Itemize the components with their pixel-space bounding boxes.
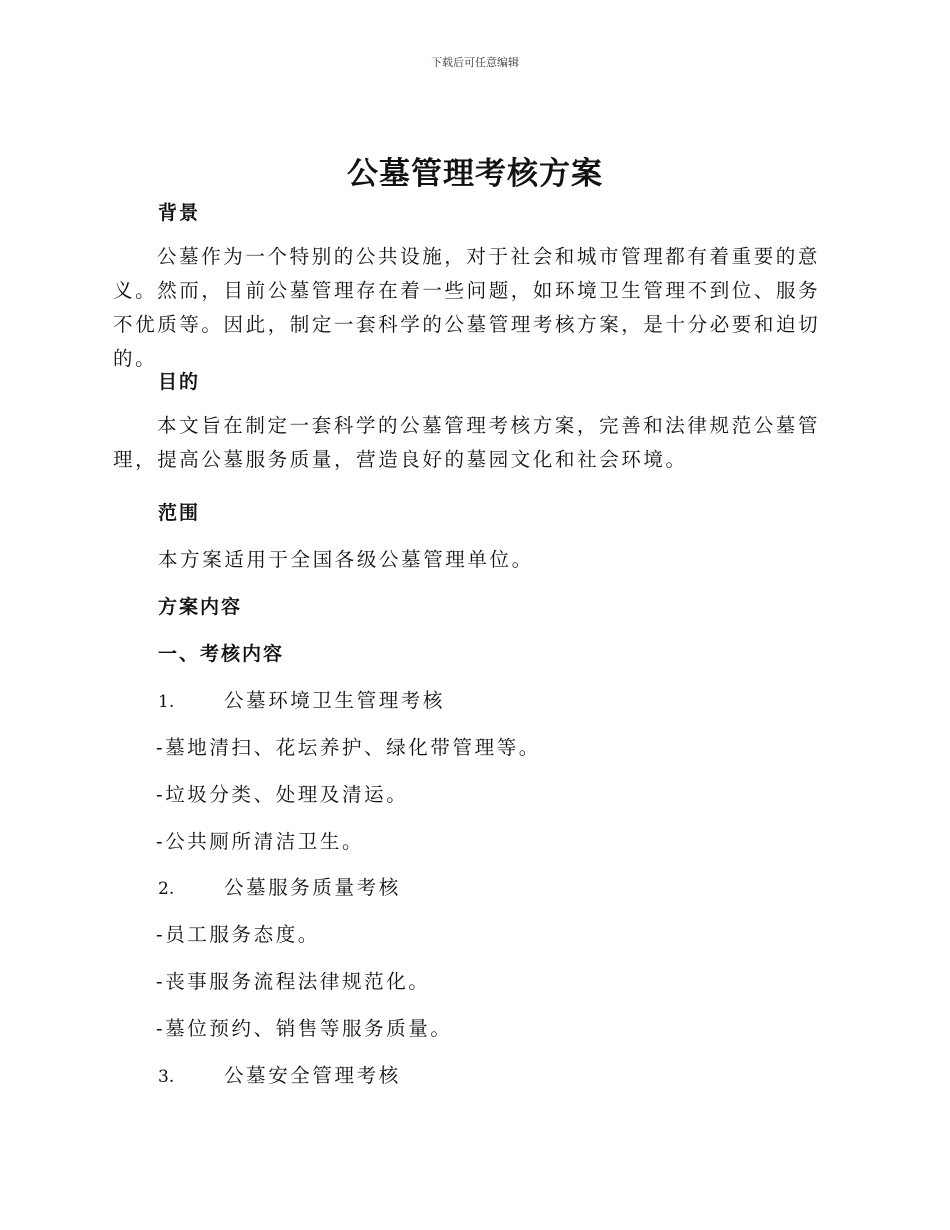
section-heading-scope: 范围 <box>158 502 201 524</box>
list-item: -墓地清扫、花坛养护、绿化带管理等。 <box>156 736 541 759</box>
background-paragraph: 公墓作为一个特别的公共设施，对于社会和城市管理都有着重要的意义。然而，目前公墓管理存在着一些问题，如环境卫生管理不到位、服务不优质等。因此，制定一套科学的公墓管理考核方案，是十分必要和迫切的。 <box>113 245 821 370</box>
item-title: 公墓服务质量考核 <box>224 876 401 899</box>
list-item-numbered <box>158 872 401 900</box>
purpose-paragraph: 本文旨在制定一套科学的公墓管理考核方案，完善和法律规范公墓管理，提高公墓服务质量，营造良好的墓园文化和社会环境。 <box>113 414 821 471</box>
item-number: 2. <box>158 879 175 899</box>
sub-heading-assessment: 一、考核内容 <box>158 643 285 665</box>
page-header-note: 下载后可任意编辑 <box>431 56 519 69</box>
list-item: -员工服务态度。 <box>156 923 320 946</box>
item-title: 公墓环境卫生管理考核 <box>224 689 446 712</box>
list-item-numbered <box>158 685 445 713</box>
document-title: 公墓管理考核方案 <box>347 156 603 192</box>
item-title: 公墓安全管理考核 <box>224 1064 401 1087</box>
list-item-numbered <box>158 1060 401 1088</box>
scope-text: 本方案适用于全国各级公墓管理单位。 <box>158 548 534 571</box>
list-item: -垃圾分类、处理及清运。 <box>156 783 409 806</box>
list-item: -丧事服务流程法律规范化。 <box>156 970 431 993</box>
section-heading-purpose: 目的 <box>158 371 201 393</box>
list-item: -公共厕所清洁卫生。 <box>156 830 365 853</box>
section-heading-background: 背景 <box>158 202 201 224</box>
item-number: 1. <box>158 692 175 712</box>
list-item: -墓位预约、销售等服务质量。 <box>156 1017 453 1040</box>
section-heading-content: 方案内容 <box>158 596 243 618</box>
item-number: 3. <box>158 1067 175 1087</box>
